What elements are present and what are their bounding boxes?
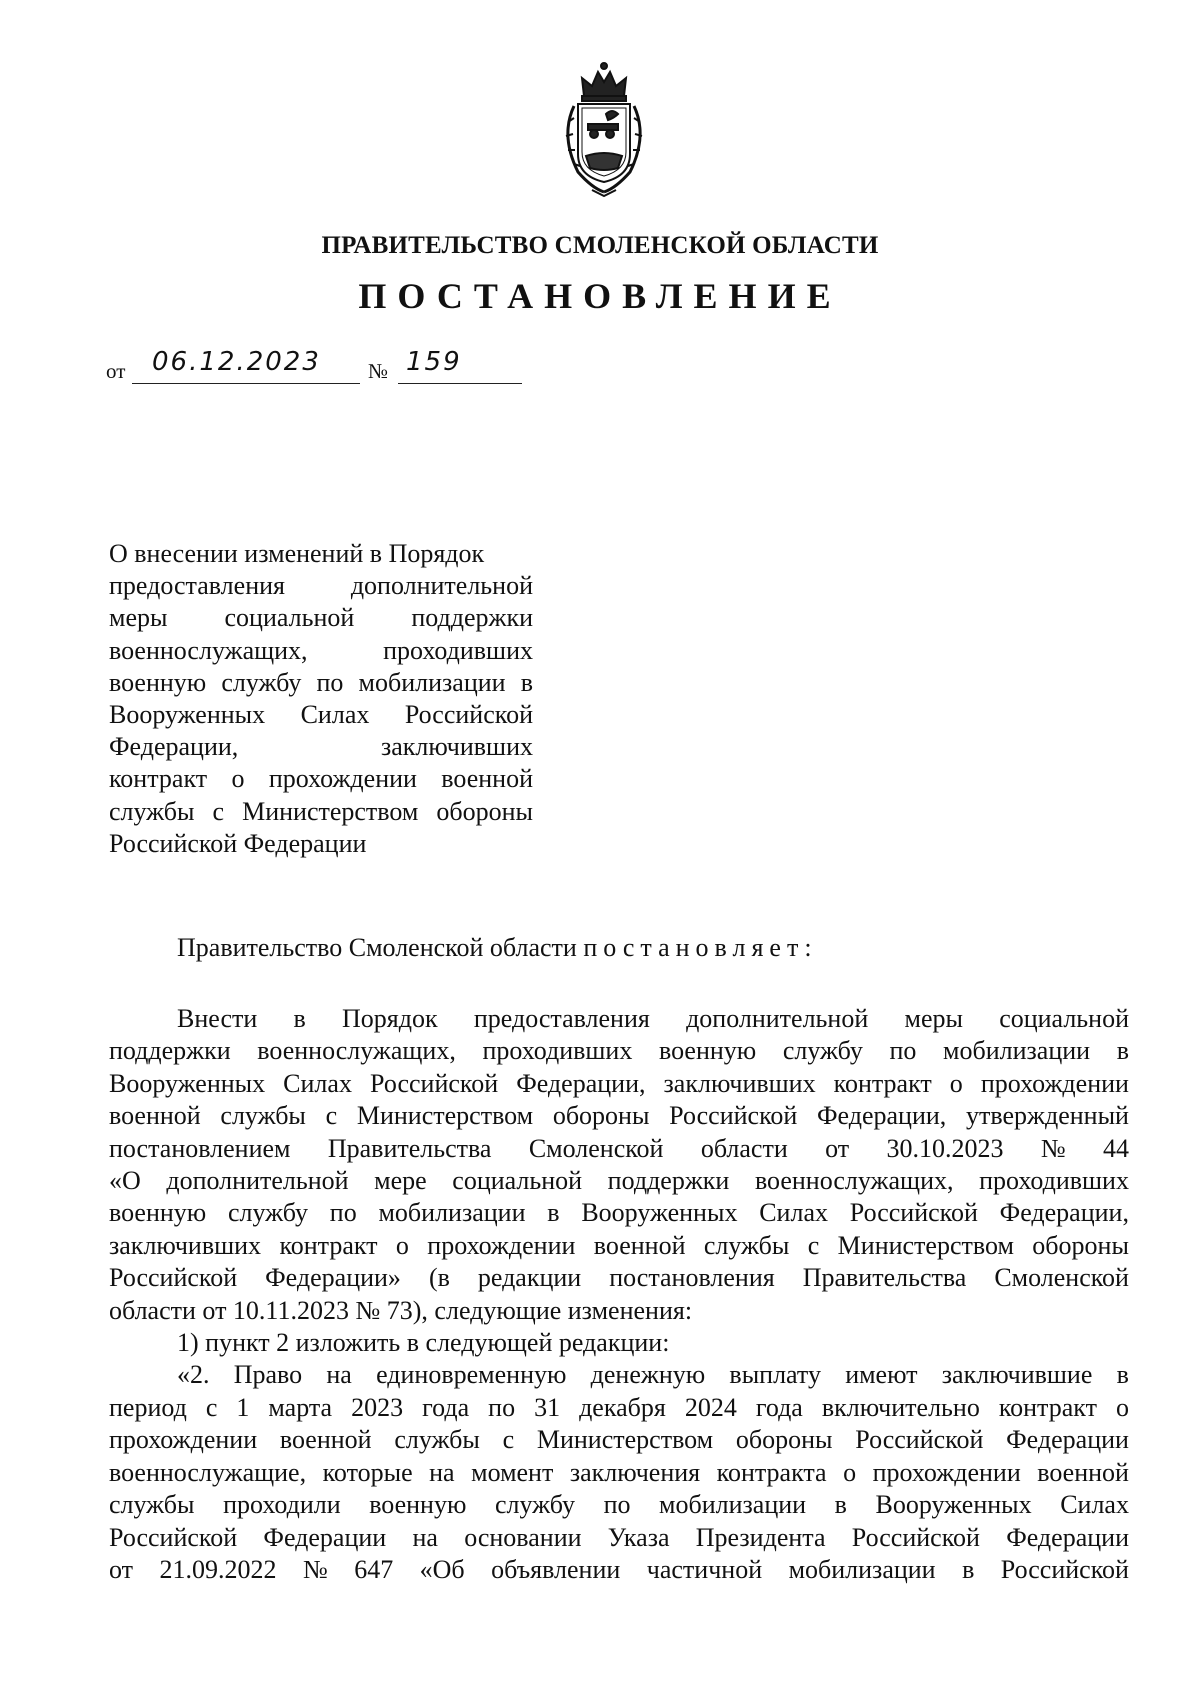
para2-line [109,1457,1129,1489]
word: Силах [759,1198,828,1228]
para2-line [109,1424,1129,1456]
body-word: постановлением [109,1133,291,1163]
word: на [412,1522,438,1552]
body-word: Смоленской [528,1133,664,1163]
word: декабря [579,1392,666,1422]
word: имеют [845,1360,918,1390]
subject-word: обороны [436,796,533,826]
word: по [603,1490,631,1520]
word: заключения [569,1457,701,1487]
word: Силах [1060,1490,1129,1520]
body-word: дополнительной [686,1004,869,1033]
subject-line [109,699,533,731]
word: период [109,1392,187,1422]
word: военную [369,1490,467,1520]
body-word: Внести [177,1004,258,1033]
handwritten-date: 06.12.2023 [152,347,321,377]
body-line [109,1003,1129,1035]
word: которые [322,1457,413,1487]
subject-line [109,602,533,634]
body-line [109,1035,1129,1067]
para2-word: в [962,1554,975,1584]
word: прохождении [427,1230,576,1260]
para2-line [109,1489,1129,1521]
organization-name: ПРАВИТЕЛЬСТВО СМОЛЕНСКОЙ ОБЛАСТИ [321,232,879,259]
subject-word: мобилизации [358,667,506,697]
body-line [109,1165,1129,1197]
subject-word: Министерством [242,796,419,826]
word: прохождении [980,1068,1129,1098]
word: 2023 [351,1392,404,1422]
word: заключивших [663,1068,816,1098]
word: прохождении [872,1457,1021,1487]
word: Вооруженных [875,1490,1032,1520]
body-line [109,1133,1129,1165]
word: Федерации» [265,1263,401,1293]
body-word: социальной [999,1004,1129,1033]
word: 2024 [684,1392,737,1422]
word: на [326,1360,352,1390]
word: Силах [283,1068,352,1098]
document-title: ПОСТАНОВЛЕНИЕ [358,276,842,316]
body-line [109,1230,1129,1262]
word: поддержки [607,1166,730,1196]
word: Федерации [1006,1425,1129,1455]
word: дополнительной [166,1166,349,1196]
word: мобилизации [659,1490,807,1520]
word: Федерации, [999,1198,1129,1228]
subject-word: социальной [224,603,355,633]
word: службы [109,1490,195,1520]
word: о [1115,1392,1129,1422]
word: с [807,1230,820,1260]
para2-word: частичной [646,1554,763,1584]
word: включительно [821,1392,980,1422]
word: военную [109,1198,207,1228]
word: с [325,1101,338,1131]
subject-line [109,570,533,602]
word: проходивших [482,1036,633,1066]
paragraph-2 [109,1359,1129,1586]
subject-word: военнослужащих, [109,635,308,665]
word: (в [428,1263,450,1293]
word: единовременную [376,1360,567,1390]
number-label: № [368,359,389,383]
word: по [889,1036,917,1066]
word: Российской [109,1522,238,1552]
word: Министерством [837,1230,1014,1260]
word: о [395,1230,409,1260]
word: с [205,1392,218,1422]
word: службы [220,1101,306,1131]
word: Президента [695,1522,826,1552]
word: с [502,1425,515,1455]
body-word: 44 [1102,1133,1129,1163]
subject-word: в [520,667,533,697]
body-line [109,1100,1129,1132]
word: по [488,1392,516,1422]
word: Российской [851,1522,980,1552]
subject-word: заключивших [380,732,533,762]
preamble [177,933,818,963]
word: Право [233,1360,303,1390]
para2-word: «Об [419,1554,465,1584]
word: 31 [534,1392,561,1422]
word: прохождении [109,1425,258,1455]
word: «О [109,1166,141,1196]
subject-line: Российской Федерации [109,828,367,858]
word: Российской [849,1198,978,1228]
subject-word: дополнительной [350,571,533,601]
subject-word: службы [109,796,195,826]
word: Указа [607,1522,670,1552]
word: постановления [609,1263,775,1293]
subject-line [109,667,533,699]
body-line [109,1197,1129,1229]
word: военнослужащих, [257,1036,456,1066]
word: обороны [735,1425,833,1455]
word: мобилизации [378,1198,526,1228]
subject-word: службу [221,667,302,697]
word: обороны [1032,1230,1129,1260]
word: основании [464,1522,582,1552]
word: утвержденный [966,1101,1129,1131]
subject-line: О внесении изменений в Порядок [109,539,485,568]
subject-word: Вооруженных [109,700,266,730]
handwritten-number: 159 [406,347,462,377]
word: Федерации [263,1522,387,1552]
word: редакции [477,1263,582,1293]
word: заключившие [941,1360,1093,1390]
subject-word: с [212,796,225,826]
body-line [109,1068,1129,1100]
word: года [422,1392,470,1422]
word: социальной [452,1166,583,1196]
coat-of-arms-icon [548,60,660,200]
body-word: № [1040,1133,1066,1163]
word: в [547,1198,560,1228]
word: в [834,1490,847,1520]
word: мобилизации [943,1036,1091,1066]
word: Российской [109,1263,238,1293]
word: Российской [669,1101,798,1131]
word: о [843,1457,857,1487]
subject-word: прохождении [268,764,417,794]
word: денежную [590,1360,706,1390]
subject-word: предоставления [109,571,285,601]
para2-word: Российской [1000,1554,1129,1584]
subject-word: Федерации, [109,732,239,762]
word: «2. [177,1360,210,1390]
word: службу [782,1036,863,1066]
word: в [1116,1360,1129,1390]
word: военной [279,1425,372,1455]
body-word: Порядок [342,1004,438,1033]
subject-word: контракт [109,764,208,794]
number-underline [398,383,522,384]
word: контракт [998,1392,1097,1422]
date-label: от [106,359,126,383]
body-word: от [825,1133,850,1163]
word: года [755,1392,803,1422]
word: поддержки [109,1036,231,1066]
para2-line [109,1392,1129,1424]
subject-word: меры [109,603,168,633]
word: мере [374,1166,427,1196]
subject-word: Силах [300,700,370,730]
word: Вооруженных [109,1068,266,1098]
word: Федерации, [516,1068,646,1098]
para2-word: от [109,1554,134,1584]
para2-word: мобилизации [788,1554,936,1584]
word: Министерством [536,1425,714,1455]
word: проходили [223,1490,341,1520]
para2-word: объявлении [491,1554,621,1584]
para2-word: 21.09.2022 [159,1554,277,1584]
word: службы [394,1425,480,1455]
para2-line [109,1359,1129,1391]
body-word: 30.10.2023 [886,1133,1004,1163]
date-underline [132,383,360,384]
paragraph-main-last-line: области от 10.11.2023 № 73), следующие изменения: [109,1295,693,1325]
subject-line [109,635,533,667]
word: военнослужащие, [109,1457,307,1487]
body-word: Правительства [327,1133,492,1163]
subject-word: о [231,764,245,794]
word: по [329,1198,357,1228]
para2-word: № [302,1554,328,1584]
word: военной [109,1101,201,1131]
word: контракт [279,1230,378,1260]
word: Российской [370,1068,499,1098]
word: службы [703,1230,790,1260]
list-item-1: 1) пункт 2 изложить в следующей редакции: [177,1328,670,1358]
subject-line [109,796,533,828]
word: Федерации [1006,1522,1129,1552]
word: марта [268,1392,333,1422]
word: 1 [236,1392,250,1422]
word: о [949,1068,963,1098]
body-word: в [293,1004,306,1033]
word: службу [494,1490,575,1520]
body-line [109,1262,1129,1294]
word: Правительства [802,1263,967,1293]
preamble-verb: постановляет: [583,933,818,962]
subject-word: проходивших [383,635,533,665]
preamble-text: Правительство Смоленской области [177,933,577,962]
subject-word: по [316,667,344,697]
word: службу [227,1198,309,1228]
para2-word: 647 [354,1554,394,1584]
word: контракт [833,1068,932,1098]
body-word: меры [904,1004,963,1033]
document-body [109,1003,1129,1586]
word: контракта [716,1457,827,1487]
para2-line [109,1554,1129,1586]
word: Министерством [356,1101,534,1131]
word: Федерации, [817,1101,947,1131]
subject-word: поддержки [411,603,533,633]
para2-line [109,1522,1129,1554]
word: момент [471,1457,554,1487]
word: военной [1037,1457,1129,1487]
body-word: предоставления [473,1004,650,1033]
word: военную [658,1036,757,1066]
subject-block [109,538,533,860]
subject-word: военной [441,764,533,794]
paragraph-main [109,1003,1129,1295]
subject-word: Российской [404,700,533,730]
word: проходивших [979,1166,1129,1196]
word: в [1116,1036,1129,1066]
subject-word: военную [109,667,207,697]
word: обороны [552,1101,650,1131]
word: на [429,1457,455,1487]
word: военной [593,1230,686,1260]
word: заключивших [109,1230,262,1260]
subject-line [109,731,533,763]
word: выплату [729,1360,821,1390]
word: Смоленской [994,1263,1129,1293]
word: военнослужащих, [754,1166,954,1196]
word: Вооруженных [581,1198,738,1228]
body-word: области [700,1133,788,1163]
word: Российской [855,1425,984,1455]
subject-line [109,763,533,795]
